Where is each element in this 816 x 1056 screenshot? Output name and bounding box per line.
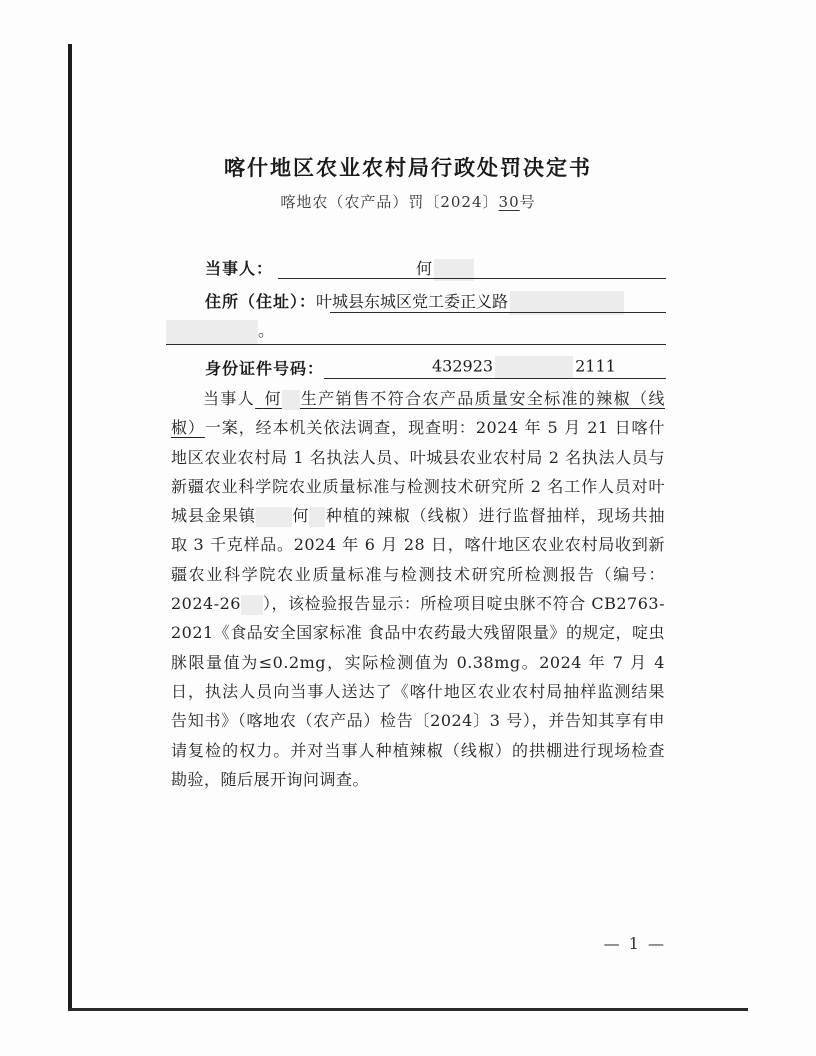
docno-prefix: 喀地农（农产品）罚〔2024〕 (280, 193, 499, 211)
p1-name-2: 何 (291, 506, 310, 526)
p1-name-underlined (255, 389, 300, 408)
address-label: 住所（住址）： (205, 292, 317, 311)
id-prefix: 432923 (432, 356, 494, 376)
party-name: 何 (416, 259, 433, 278)
party-row (205, 256, 273, 279)
id-label: 身份证件号码： (205, 359, 325, 378)
address-underline-2 (166, 344, 666, 345)
address-value: 叶城县东城区党工委正义路 (316, 292, 509, 311)
id-value (432, 356, 616, 378)
id-underline (324, 378, 666, 379)
binding-edge (68, 44, 72, 1010)
redacted-block (510, 291, 624, 315)
redacted-block (495, 356, 573, 378)
party-underline (278, 278, 666, 279)
document-title: 喀什地区农业农村局行政处罚决定书 (224, 155, 592, 180)
party-label: 当事人： (205, 259, 274, 278)
p1-underlined-b: （线椒） (171, 389, 665, 438)
party-value (416, 256, 474, 281)
id-suffix: 2111 (575, 356, 616, 376)
redacted-block (166, 320, 258, 344)
page-bottom-edge (68, 1008, 748, 1011)
document-number (0, 191, 816, 212)
redacted-block (256, 507, 292, 527)
address-tail: 。 (258, 321, 275, 340)
p1-rest-2: 种植的辣椒（线椒）进行监督抽样，现场共抽取 3 千克样品。2024 年 6 月 28 日，喀什地区农业农村局收到新疆农业科学院农业质量标准与检测技术研究所检测报告（编号：2024-26 (171, 506, 665, 614)
body-paragraph (171, 384, 665, 794)
redacted-block (309, 507, 325, 527)
address-underline (330, 312, 666, 313)
p1-rest-3: ），该检验报告显示：所检项目啶虫脒不符合 CB2763-2021《食品安全国家标准 食品中农药最大残留限量》的规定，啶虫脒限量值为≤0.2mg，实际检测值为 0.38mg。2024 年 7 月 4 日，执法人员向当事人送达了《喀什地区农业农村局抽样监测结果告知书》（喀地农（农产品）检告〔2024〕3 号），并告知其享有申请复检的权力。并对当事人种植辣椒（线椒）的拱棚进行现场检查勘验，随后展开询问调查。 (171, 594, 665, 789)
address-row (205, 289, 624, 315)
p1-name: 何 (263, 389, 282, 408)
redacted-block (241, 595, 263, 615)
p1-start: 当事人 (203, 389, 256, 408)
paragraph-1 (171, 384, 665, 794)
p1-rest-1: 一案，经本机关依法调查，现查明：2024 年 5 月 21 日喀什地区农业农村局 1 名执法人员、叶城县农业农村局 2 名执法人员与新疆农业科学院农业质量标准与检测技术研究所 2 名工作人员对叶城县金果镇 (171, 418, 665, 526)
redacted-block (282, 390, 300, 410)
address-continued (166, 318, 274, 344)
p1-underlined-a: 生产销售不符合农产品质量安全标准的辣椒 (299, 389, 632, 408)
docno-number: 30 (498, 193, 520, 211)
docno-suffix: 号 (519, 193, 536, 211)
id-row (205, 356, 324, 379)
page-number: — 1 — (603, 934, 666, 953)
